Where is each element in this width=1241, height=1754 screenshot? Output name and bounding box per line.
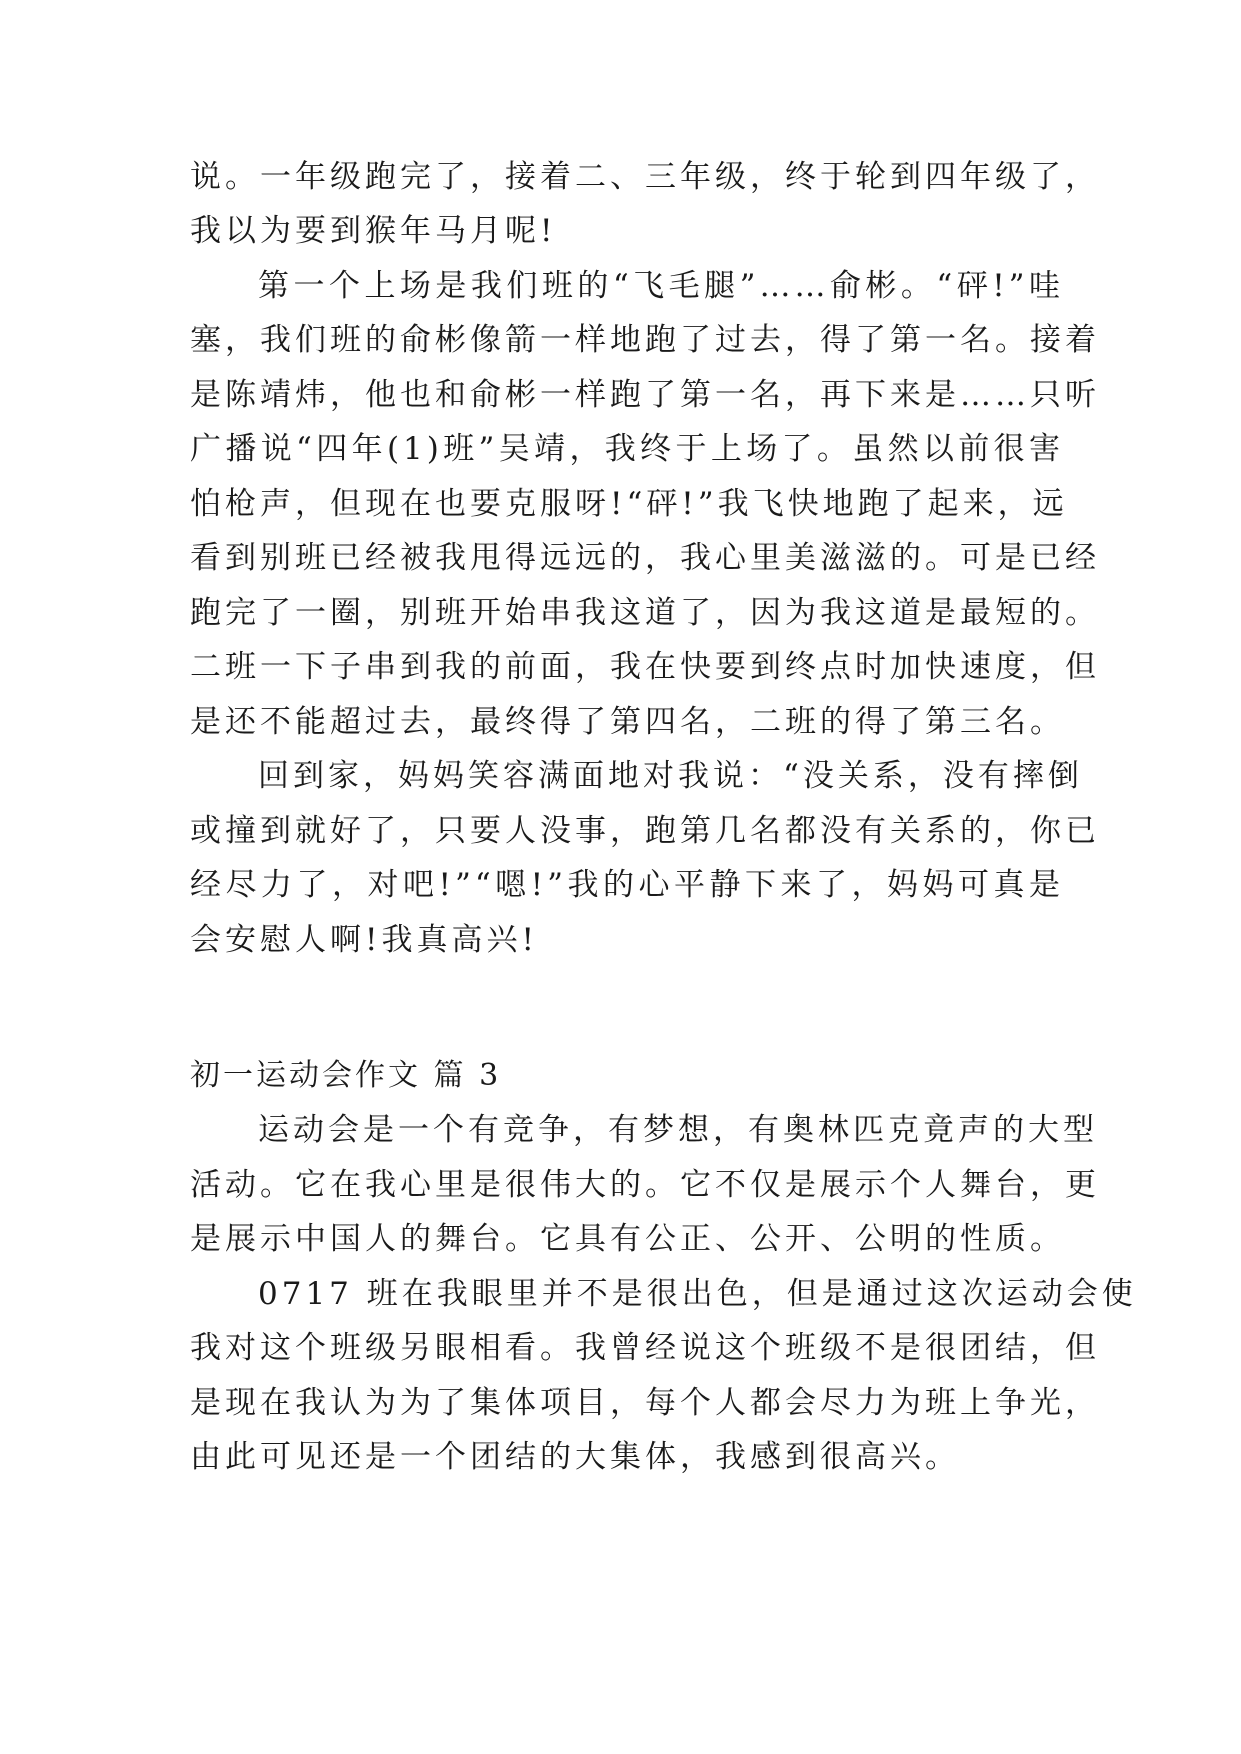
paragraph-line: 是展示中国人的舞台。它具有公正、公开、公明的性质。 [190, 1221, 1065, 1257]
paragraph-line: 由此可见还是一个团结的大集体，我感到很高兴。 [190, 1439, 960, 1475]
paragraph-line: 运动会是一个有竞争，有梦想，有奥林匹克竟声的大型 [258, 1112, 1098, 1148]
paragraph-line: 怕枪声，但现在也要克服呀!“砰!”我飞快地跑了起来，远 [190, 486, 1068, 522]
paragraph-line: 0717 班在我眼里并不是很出色，但是通过这次运动会使 [258, 1276, 1137, 1312]
paragraph-line: 我对这个班级另眼相看。我曾经说这个班级不是很团结，但 [190, 1330, 1100, 1366]
paragraph-line: 广播说“四年(1)班”吴靖，我终于上场了。虽然以前很害 [190, 431, 1064, 467]
paragraph-line: 第一个上场是我们班的“飞毛腿”……俞彬。“砰!”哇 [258, 268, 1064, 304]
paragraph-line: 活动。它在我心里是很伟大的。它不仅是展示个人舞台，更 [190, 1167, 1100, 1203]
paragraph-line: 塞，我们班的俞彬像箭一样地跑了过去，得了第一名。接着 [190, 322, 1100, 358]
paragraph-line: 是现在我认为为了集体项目，每个人都会尽力为班上争光， [190, 1385, 1100, 1421]
paragraph-line: 二班一下子串到我的前面，我在快要到终点时加快速度，但 [190, 649, 1100, 685]
paragraph-line: 会安慰人啊!我真高兴! [190, 922, 538, 958]
paragraph-line: 跑完了一圈，别班开始串我这道了，因为我这道是最短的。 [190, 595, 1100, 631]
paragraph-line: 是还不能超过去，最终得了第四名，二班的得了第三名。 [190, 704, 1065, 740]
paragraph-line: 我以为要到猴年马月呢! [190, 213, 557, 249]
paragraph-line: 说。一年级跑完了，接着二、三年级，终于轮到四年级了， [190, 159, 1100, 195]
paragraph-line: 是陈靖炜，他也和俞彬一样跑了第一名，再下来是……只听 [190, 377, 1100, 413]
paragraph-line: 看到别班已经被我甩得远远的，我心里美滋滋的。可是已经 [190, 540, 1100, 576]
paragraph-line: 或撞到就好了，只要人没事，跑第几名都没有关系的，你已 [190, 813, 1100, 849]
essay-title: 初一运动会作文 篇 3 [190, 1058, 502, 1093]
paragraph-line: 回到家，妈妈笑容满面地对我说：“没关系，没有摔倒 [258, 758, 1083, 794]
paragraph-line: 经尽力了，对吧!”“嗯!”我的心平静下来了，妈妈可真是 [190, 867, 1064, 903]
